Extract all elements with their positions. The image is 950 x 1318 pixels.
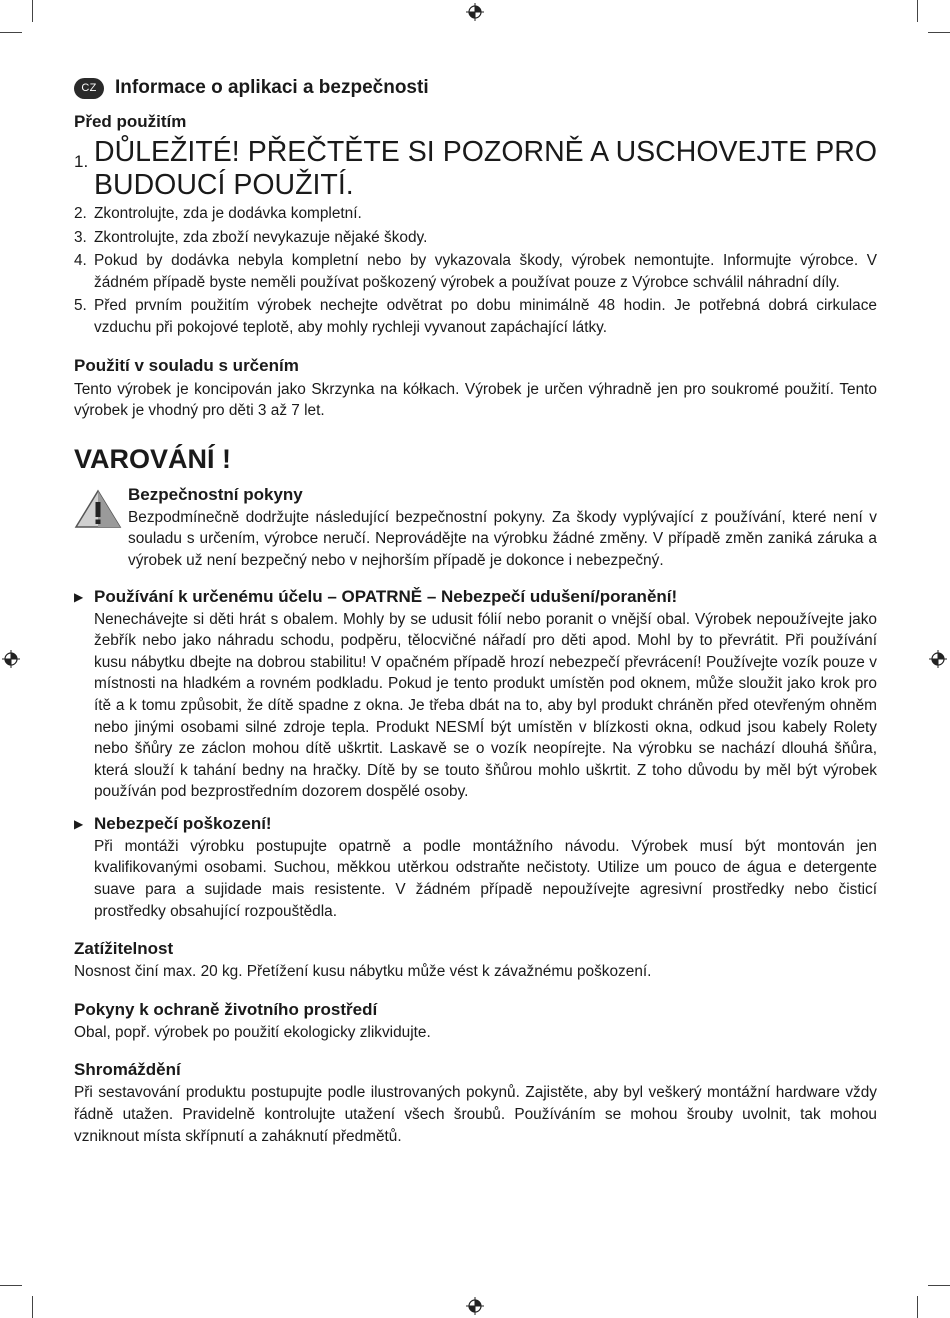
list-item-text: Zkontrolujte, zda je dodávka kompletní. — [94, 205, 362, 222]
crop-mark — [32, 0, 33, 22]
caution-heading-row — [74, 586, 877, 608]
crop-mark — [928, 32, 950, 33]
section-heading-load: Zatížitelnost — [74, 939, 174, 959]
registration-mark-icon — [929, 650, 947, 668]
assembly-text: Při sestavování produktu postupujte podle ilustrovaných pokynů. Zajistěte, aby byl veškerý montážní hardware vždy řádně utažen. Pravidelně kontrolujte utažení všech šroubů. Používáním se mohou šrouby uvolnit, tak mohou vzniknout místa skřípnutí a zaháknutí předmětů. — [74, 1084, 877, 1145]
safety-block — [74, 484, 877, 572]
list-item — [74, 295, 877, 338]
crop-mark — [917, 1296, 918, 1318]
damage-heading-row — [74, 813, 877, 835]
arrow-bullet-icon: ▶ — [74, 816, 84, 831]
section-heading-assembly: Shromáždění — [74, 1060, 181, 1080]
section-heading-intended-use: Použití v souladu s určením — [74, 355, 299, 375]
warning-heading: VAROVÁNÍ ! — [74, 443, 232, 474]
crop-mark — [0, 32, 22, 33]
section-heading-before-use: Před použitím — [74, 112, 187, 131]
registration-mark-icon — [466, 3, 484, 21]
list-item-text: Zkontrolujte, zda zboží nevykazuje nějaké škody. — [94, 228, 428, 246]
registration-mark-icon — [2, 650, 20, 668]
list-number: 2. — [74, 205, 87, 222]
document-header — [74, 74, 877, 102]
crop-mark — [0, 1285, 22, 1286]
crop-mark — [917, 0, 918, 22]
list-number: 3. — [74, 228, 87, 246]
list-item — [74, 203, 877, 225]
list-item — [74, 227, 877, 249]
list-item — [74, 250, 877, 293]
important-notice — [74, 136, 877, 202]
document-page — [74, 74, 877, 1147]
list-number: 1. — [74, 152, 89, 171]
before-use-list — [74, 203, 877, 339]
safety-instructions-heading: Bezpečnostní pokyny — [128, 484, 303, 504]
crop-mark — [32, 1296, 33, 1318]
document-title: Informace o aplikaci a bezpečnosti — [115, 77, 429, 98]
load-text: Nosnost činí max. 20 kg. Přetížení kusu nábytku může vést k závažnému poškození. — [74, 963, 652, 981]
list-number: 4. — [74, 252, 87, 270]
damage-text: Při montáži výrobku postupujte opatrně a podle montážního návodu. Výrobek musí být montován jen kvalifikovanými osobami. Suchou, měkkou utěrkou odstraňte nečistoty. Utilize um pouco de água e detergente suave para a sujidade mais resistente. V žádném případě nepoužívejte agresivní prostředky nebo čisticí prostředky obsahující rozpouštědla. — [94, 837, 877, 920]
safety-instructions-text: Bezpodmínečně dodržujte následující bezpečnostní pokyny. Za škody vyplývající z používání, které není v souladu s určením, výrobce neručí. Neprovádějte na výrobku žádné změny. V případě změn zaniká záruka a výrobek už není bezpečný nebo v nejhorším případě je dokonce i nebezpečný. — [128, 508, 877, 569]
intended-use-text: Tento výrobek je koncipován jako Skrzynka na kółkach. Výrobek je určen výhradně jen pro soukromé použití. Tento výrobek je vhodný pro děti 3 až 7 let. — [74, 380, 877, 420]
environment-text: Obal, popř. výrobek po použití ekologicky zlikvidujte. — [74, 1023, 431, 1041]
crop-mark — [928, 1285, 950, 1286]
list-item-text: Před prvním použitím výrobek nechejte odvětrat po dobu minimálně 48 hodin. Je potřebná dobrá cirkulace vzduchu při pokojové teplotě, aby mohly rychleji vyvanout zapáchající látky. — [94, 297, 877, 336]
registration-mark-icon — [466, 1297, 484, 1315]
caution-text: Nenechávejte si děti hrát s obalem. Mohly by se udusit fólií nebo poranit o vnější obal. Výrobek nepoužívejte jako žebřík nebo jako náhradu schodu, podpěru, tělocvičné nářadí pro děti apod. Mohl by to převrátit. Při používání kusu nábytku dbejte na dobrou stabilitu! V opačném případě hrozí nebezpečí převrácení! Používejte vozík pouze v místnosti na hladkém a rovném podkladu. Pokud je tento produkt umístěn pod oknem, může sloužit jako krok pro ítě a k tomu způsobit, že dítě spadne z okna. Je třeba dbát na to, aby byl produkt chráněn před otevřeným ohněm nebo jinými osobami silné zdroje tepla. Produkt NESMÍ být umístěn v blízkosti okna, odkud jsou kabely Rolety nebo šňůry ze záclon mohou dítě uškrtit. Laskavě se o vozík neopírejte. Na výrobku se nachází dlouhá šňůra, která slouží k tahání bedny na hračky. Dítě by se touto šňůrou mohlo uškrtit. Z toho důvodu by měl být výrobek používán pod bezprostředním dozorem dospělé osoby. — [94, 610, 877, 801]
language-badge: CZ — [74, 78, 104, 99]
section-heading-environment: Pokyny k ochraně životního prostředí — [74, 999, 378, 1019]
arrow-bullet-icon: ▶ — [74, 589, 84, 604]
list-item-text: Pokud by dodávka nebyla kompletní nebo by vykazovala škody, výrobek nemontujte. Informujte výrobce. V žádném případě byste neměli používat poškozený výrobek a používat pouze z Výrobce schválil náhradní díly. — [94, 252, 877, 291]
warning-triangle-icon — [74, 488, 122, 530]
important-notice-text: DŮLEŽITÉ! PŘEČTĚTE SI POZORNĚ A USCHOVEJTE PRO BUDOUCÍ POUŽITÍ. — [94, 136, 877, 201]
list-number: 5. — [74, 297, 87, 315]
damage-heading: Nebezpečí poškození! — [94, 813, 272, 833]
caution-heading: Používání k určenému účelu – OPATRNĚ – Nebezpečí udušení/poranění! — [94, 586, 678, 606]
